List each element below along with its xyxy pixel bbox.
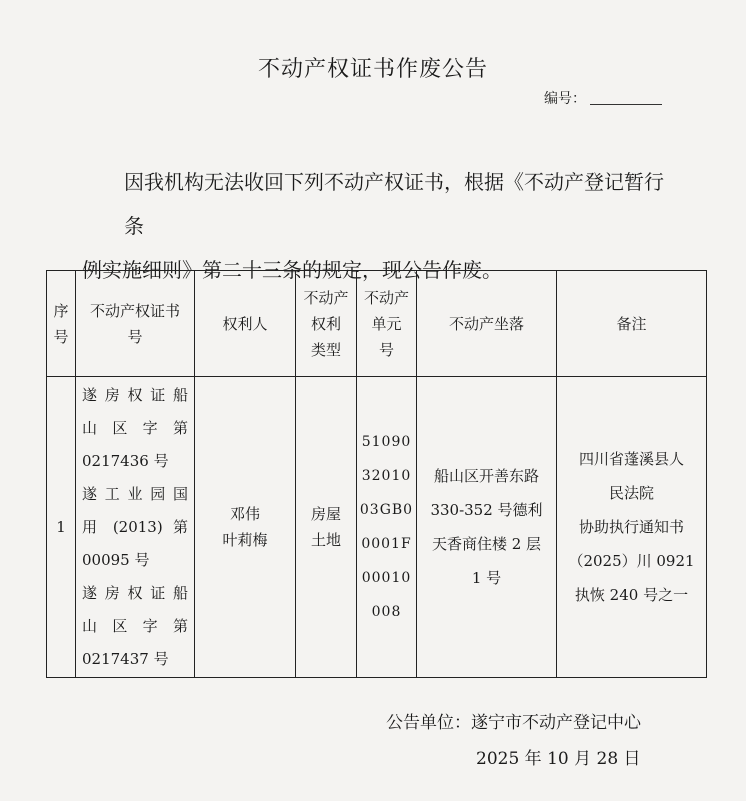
document-title: 不动产权证书作废公告: [257, 57, 488, 82]
header-note: 备注: [557, 271, 707, 377]
body-line-2: 例实施细则》第二十三条的规定，现公告作废。: [82, 258, 502, 282]
serial-number-field: [544, 88, 662, 108]
serial-number-blank: [590, 104, 662, 105]
header-location: 不动产坐落: [417, 271, 557, 377]
serial-number-label: 编号：: [544, 91, 586, 107]
header-rights-type: 不动产 权利 类型: [296, 271, 357, 377]
certificate-table: [46, 270, 707, 678]
cell-note: 四川省蓬溪县人 民法院 协助执行通知书 （2025）川 0921 执恢 240 号之一: [557, 377, 707, 678]
cell-owner: 邓伟 叶莉梅: [195, 377, 296, 678]
header-owner: 权利人: [195, 271, 296, 377]
cell-cert-no: 遂房权证船 山区字第 0217436 号 遂工业园国 用 (2013) 第 00095 号 遂房权证船 山区字第 0217437 号: [76, 377, 195, 678]
header-unit-no: 不动产 单元 号: [357, 271, 417, 377]
cell-location: 船山区开善东路 330-352 号德利 天香商住楼 2 层 1 号: [417, 377, 557, 678]
table-row: [47, 377, 707, 678]
header-cert-no: 不动产权证书 号: [76, 271, 195, 377]
header-seq: 序 号: [47, 271, 76, 377]
issue-date: 2025 年 10 月 28 日: [476, 749, 641, 769]
body-line-1: 因我机构无法收回下列不动产权证书，根据《不动产登记暂行条: [124, 170, 664, 238]
table-header-row: [47, 271, 707, 377]
cell-unit-no: 51090 32010 03GB0 0001F 00010 008: [357, 377, 417, 678]
issuing-unit: 公告单位：遂宁市不动产登记中心: [386, 713, 641, 733]
cell-seq: 1: [47, 377, 76, 678]
cell-rights-type: 房屋 土地: [296, 377, 357, 678]
